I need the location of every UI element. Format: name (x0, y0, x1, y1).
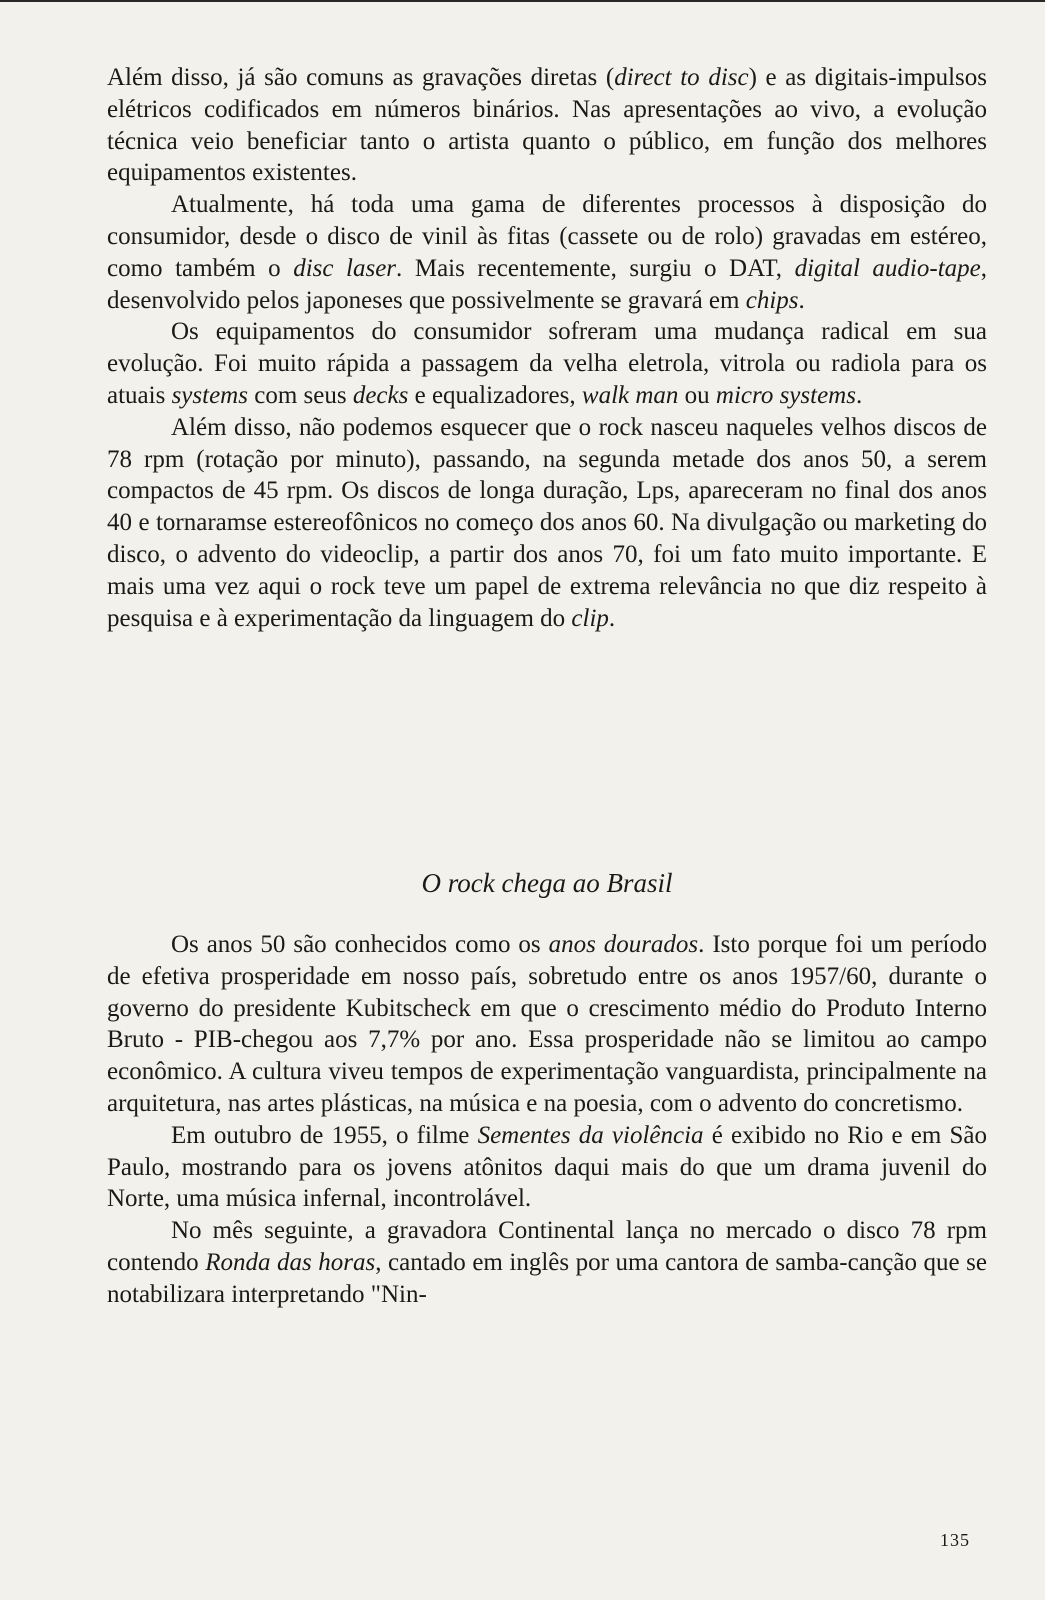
text-run: ou (678, 381, 716, 409)
paragraph (107, 1120, 987, 1215)
top-edge-rule (0, 0, 1045, 2)
text-run: Em outubro de 1955, o filme (171, 1121, 478, 1149)
paragraph (107, 1215, 987, 1310)
text-run: com seus (247, 381, 353, 409)
text-run: Além disso, já são comuns as gravações diretas ( (107, 64, 615, 91)
text-run: . (798, 286, 805, 314)
italic-term: direct to disc (614, 64, 749, 91)
italic-term: Ronda das horas (205, 1248, 376, 1276)
italic-term: walk man (581, 381, 679, 409)
text-run: Além disso, não podemos esquecer que o rock nasceu naqueles velhos discos de 78 rpm (rotação por minuto), passando, na segunda metade dos anos 50, a serem compactos de 45 rpm. Os discos de longa duração, Lps, apareceram no final dos anos 40 e tornaramse estereofônicos no começo dos anos 60. Na divulgação ou marketing do disco, o advento do videoclip, a partir dos anos 70, foi um fato muito importante. E mais uma vez aqui o rock teve um papel de extrema relevância no que diz respeito à pesquisa e à experimentação da linguagem do (107, 413, 987, 632)
italic-term: micro systems (715, 381, 856, 409)
text-run: . Isto porque foi um período de efetiva prosperidade em nosso país, sobretudo entre os anos 1957/60, durante o governo do presidente Kubitscheck em que o crescimento médio do Produto Interno Bruto - PIB-chegou aos 7,7% por ano. Essa prosperidade não se limitou ao campo econômico. A cultura viveu tempos de experimentação vanguardista, principalmente na arquitetura, nas artes plásticas, na música e na poesia, com o advento do concretismo. (107, 931, 987, 1117)
italic-term: Sementes da violência (477, 1121, 704, 1149)
paragraph (107, 929, 987, 1120)
section-heading: O rock chega ao Brasil (421, 868, 673, 898)
italic-term: clip (571, 604, 609, 632)
text-run: , cantado em inglês por uma cantora de samba-canção que se notabilizara interpretando "Nin- (107, 1248, 987, 1308)
text-run: Atualmente, há toda uma gama de diferentes processos à disposição do consumidor, desde o disco de vinil às fitas (cassete ou de rolo) gravadas em estéreo, como também o (107, 191, 987, 282)
text-run: e equalizadores, (408, 381, 582, 409)
text-run: , desenvolvido pelos japoneses que possivelmente se gravará em (107, 254, 987, 314)
section-body-text (107, 929, 987, 1311)
italic-term: systems (171, 381, 248, 409)
text-run: Os equipamentos do consumidor sofreram uma mudança radical em sua evolução. Foi muito rápida a passagem da velha eletrola, vitrola ou radiola para os atuais (107, 318, 987, 409)
text-run: ) e as digitais-impulsos elétricos codificados em números binários. Nas apresentações ao vivo, a evolução técnica veio beneficiar tanto o artista quanto o público, em função dos melhores equipamentos existentes. (107, 64, 987, 187)
text-run: é exibido no Rio e em São Paulo, mostrando para os jovens atônitos daqui mais do que um drama juvenil do Norte, uma música infernal, incontrolável. (107, 1121, 987, 1213)
paragraph (107, 189, 987, 316)
text-run: Os anos 50 são conhecidos como os (171, 931, 549, 958)
italic-term: anos dourados (548, 931, 699, 958)
text-run: . Mais recentemente, surgiu o DAT, (396, 254, 795, 282)
paragraph (107, 412, 987, 635)
paragraph (107, 316, 987, 411)
italic-term: decks (352, 381, 409, 409)
page-number: 135 (940, 1530, 970, 1550)
paragraph (107, 62, 987, 189)
italic-term: digital audio-tape (794, 254, 981, 282)
body-text-top (107, 62, 987, 634)
text-run: . (608, 604, 616, 632)
text-run: No mês seguinte, a gravadora Continental lança no mercado o disco 78 rpm contendo (107, 1217, 987, 1276)
text-run: . (855, 381, 863, 409)
italic-term: chips (745, 286, 799, 314)
italic-term: disc laser (293, 254, 397, 282)
